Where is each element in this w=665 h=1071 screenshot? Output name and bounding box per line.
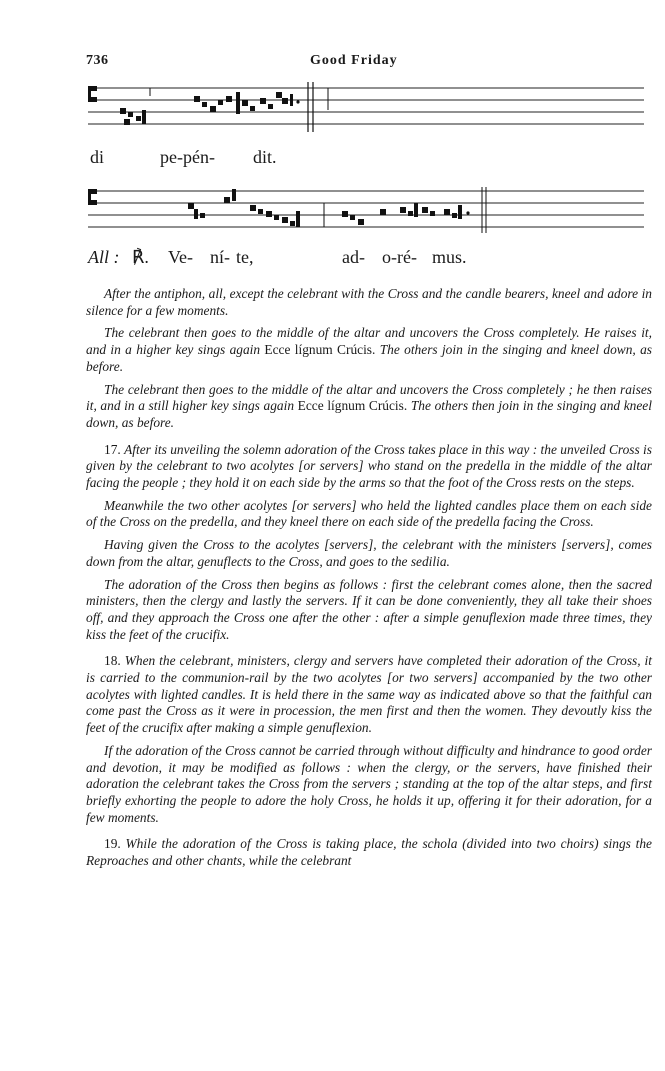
latin-text: Ecce lígnum Crúcis. [297,398,408,414]
lyric-syllable: di [90,147,105,167]
lyric-syllable: pe-pén- [160,147,215,167]
lyric-syllable: ní- [210,247,230,267]
paragraph [86,382,652,432]
response-mark: ℟. [132,247,149,267]
paragraph-number: 18. [104,653,125,669]
text-segment: While the adoration of the Cross is taking place, the schola (divided into two choirs) sings the Reproaches and other chants, while the celebrant [86,836,652,869]
text-segment: Having given the Cross to the acolytes [servers], the celebrant with the ministers [servers], comes down from the altar, genuflects to the Cross, and goes to the sedilia. [86,537,652,569]
text-segment: After the antiphon, all, except the celebrant with the Cross and the candle bearers, kneel and adore in silence for a few moments. [86,286,652,318]
paragraph [86,498,652,531]
lyric-syllable: Ve- [168,247,193,267]
text-segment: The celebrant then goes to the middle of the altar and uncovers the Cross completely. He raises it, and in a higher key sings again [86,325,652,358]
text-segment: The celebrant then goes to the middle of the altar and uncovers the Cross completely ; he then raises it, and in a still higher key sings again [86,381,652,414]
chant-staff-1 [84,78,652,134]
choir-cue: All : [88,247,120,267]
running-title: Good Friday [310,53,398,68]
chant-staff-2 [84,183,652,243]
lyric-syllable: ad- [342,247,365,267]
text-segment: After its unveiling the solemn adoration of the Cross takes place in this way : the unveiled Cross is given by the celebrant to two acolytes [or servers] who stand on the predella in the middle of the altar facing the people ; they hold it on each side by the arms so that the foot of the Cross rests on the steps. [86,441,652,491]
numbered-paragraph [86,653,652,737]
rubric-text [86,286,652,876]
text-segment: When the celebrant, ministers, clergy and servers have completed their adoration of the Cross, it is carried to the communion-rail by the two acolytes [or two servers] accompanied by the two other acolytes with lighted candles. It is held there in the same way as indicated above so that the faithful can come past the Cross as it were in procession, the men first and then the women. They devoutly kiss the feet of the crucifix after making a simple genuflexion. [86,653,653,736]
text-segment: The others join in the singing and kneel down, as before. [86,342,652,374]
page-number: 736 [86,53,109,68]
paragraph [86,743,652,827]
lyric-syllable: te, [236,247,254,267]
paragraph [86,325,652,375]
paragraph [86,537,652,570]
paragraph-number: 17. [104,441,125,457]
lyric-syllable: mus. [432,247,467,267]
lyric-syllable: o-ré- [382,247,417,267]
numbered-paragraph [86,442,652,492]
paragraph [86,286,652,319]
text-segment: Meanwhile the two other acolytes [or servers] who held the lighted candles place them on each side of the Cross on the predella, and they kneel there on each side of the predella facing the Cross. [86,497,652,530]
text-segment: If the adoration of the Cross cannot be carried through without difficulty and hindrance to good order and devotion, it may be modified as follows : when the clergy, or the servers, have finished their adoration the celebrant takes the Cross from the servers ; standing at the top of the altar steps, and first briefly exhorting the people to adore the holy Cross, he holds it up, offering it for their adoration, for a few moments. [86,742,652,825]
text-segment: The others then join in the singing and kneel down, as before. [86,398,652,430]
latin-text: Ecce lígnum Crúcis. [264,342,376,358]
numbered-paragraph [86,836,652,869]
text-segment: The adoration of the Cross then begins as follows : first the celebrant comes alone, then the sacred ministers, then the clergy and lastly the servers. If it can be done conveniently, they all take their shoes off, and they approach the Cross one after the other : after a simple genuflexion made three times, they kiss the feet of the crucifix. [86,576,652,642]
chant-neumes-2 [88,187,486,233]
paragraph-number: 19. [104,836,126,852]
paragraph [86,577,652,644]
lyric-syllable: dit. [253,147,277,167]
